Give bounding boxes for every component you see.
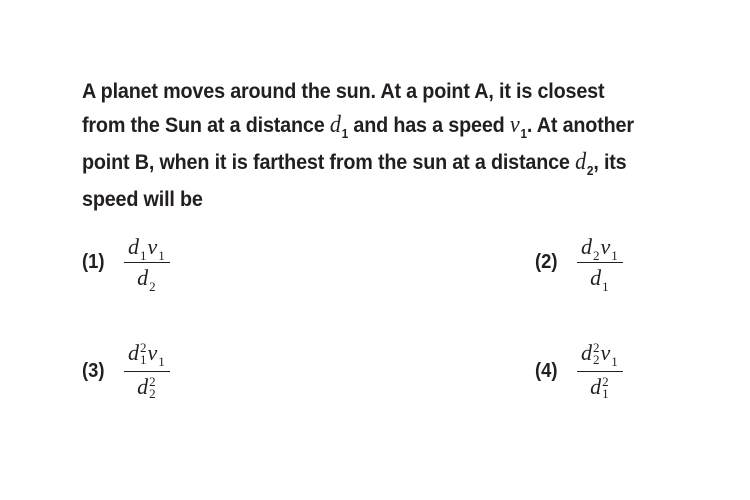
symbol-d: d: [128, 340, 139, 365]
var-d2-subscript: 2: [586, 163, 594, 178]
question-part-1: A planet moves around the sun. At a point A, it is closest from the Sun at a distance: [82, 79, 605, 137]
symbol-v: v: [147, 234, 158, 259]
var-d2: d: [575, 149, 586, 175]
superscript: 2: [602, 373, 609, 389]
subscript: 1: [158, 354, 165, 369]
question-text: [82, 74, 634, 216]
symbol-d: d: [128, 234, 139, 259]
subscript: 1: [611, 354, 618, 369]
subscript: 2: [149, 385, 156, 401]
option-4[interactable]: [535, 339, 623, 401]
option-label: (1): [82, 251, 105, 273]
option-label: (2): [535, 251, 558, 273]
option-2[interactable]: [535, 234, 623, 294]
symbol-d: d: [581, 340, 592, 365]
superscript: 2: [149, 373, 156, 389]
subscript: 1: [158, 248, 165, 263]
fraction: [577, 339, 623, 401]
fraction: [124, 339, 170, 401]
numerator: [577, 339, 623, 372]
subscript: 1: [140, 248, 147, 263]
denominator: [590, 372, 610, 401]
numerator: [124, 236, 170, 263]
fraction: [577, 234, 623, 294]
var-d-subscript: 1: [341, 126, 349, 141]
symbol-d: d: [581, 234, 592, 259]
subscript: 2: [593, 351, 600, 367]
option-label: (3): [82, 359, 105, 382]
symbol-d: d: [137, 373, 149, 399]
denominator: [590, 263, 610, 294]
question-part-2: and has a speed: [348, 113, 510, 137]
superscript: 2: [593, 339, 600, 355]
var-d: d: [329, 112, 341, 138]
symbol-v: v: [600, 340, 611, 365]
subscript: 1: [602, 279, 609, 294]
option-1[interactable]: [82, 234, 170, 294]
numerator: [577, 236, 623, 263]
option-3[interactable]: [82, 339, 170, 401]
symbol-d: d: [590, 265, 602, 290]
subscript: 1: [602, 385, 609, 401]
subscript: 1: [140, 351, 147, 367]
subscript: 1: [611, 248, 618, 263]
subscript: 2: [149, 279, 156, 294]
question-part-3: . At another point B, when it is farthest from the sun at a distance: [82, 113, 634, 174]
symbol-d: d: [590, 373, 602, 399]
fraction: [124, 234, 170, 294]
symbol-v: v: [147, 340, 158, 365]
numerator: [124, 339, 170, 372]
denominator: [137, 263, 157, 294]
superscript: 2: [140, 339, 147, 355]
question-part-4: , its speed will be: [82, 150, 627, 211]
var-v: v: [509, 112, 520, 138]
symbol-d: d: [137, 265, 149, 290]
symbol-v: v: [600, 234, 611, 259]
denominator: [137, 372, 157, 401]
option-label: (4): [535, 359, 558, 382]
subscript: 2: [593, 248, 600, 263]
var-v-subscript: 1: [520, 126, 527, 141]
